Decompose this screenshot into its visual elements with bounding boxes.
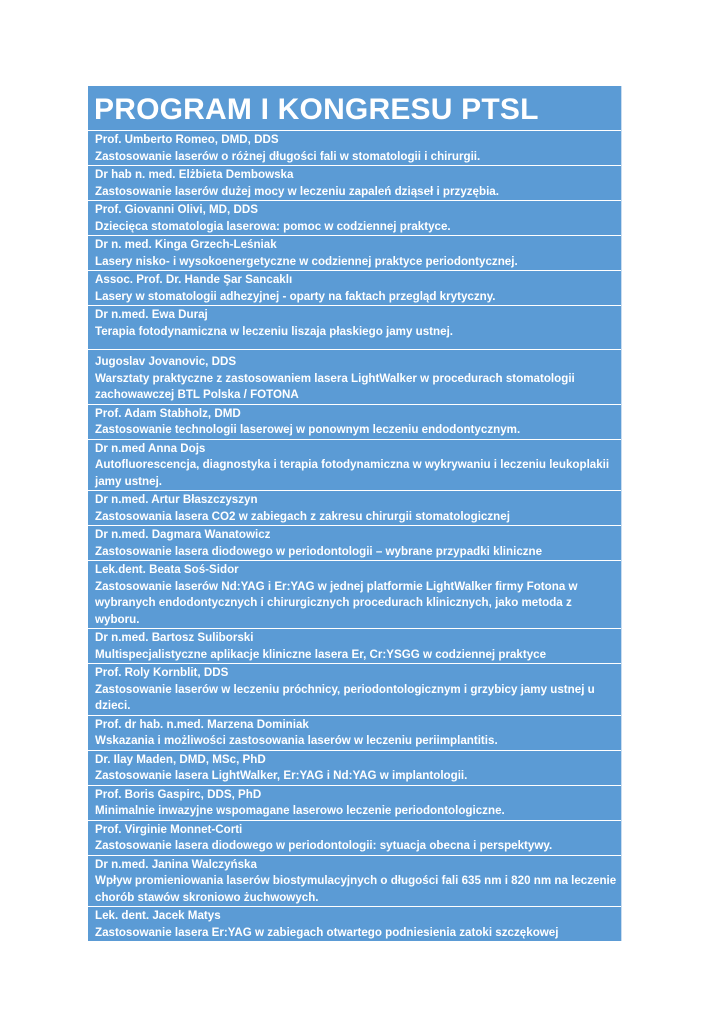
lecture-topic: Zastosowanie laserów o różnej długości fali w stomatologii i chirurgii.: [95, 149, 481, 163]
program-entry: [88, 561, 621, 629]
speaker-name: Dr n. med. Kinga Grzech-Leśniak: [95, 238, 277, 251]
program-entry: [88, 405, 621, 440]
speaker-name: Dr n.med. Bartosz Suliborski: [95, 631, 254, 644]
program-entry: [88, 821, 621, 856]
lecture-topic: Zastosowanie technologii laserowej w ponownym leczeniu endodontycznym.: [95, 423, 521, 436]
program-entry: [88, 664, 621, 716]
lecture-topic: Minimalnie inwazyjne wspomagane laserowo leczenie periodontologiczne.: [95, 804, 505, 817]
program-entry: [88, 350, 621, 405]
lecture-topic: Terapia fotodynamiczna w leczeniu liszaja płaskiego jamy ustnej.: [95, 324, 454, 338]
speaker-name: Prof. Giovanni Olivi, MD, DDS: [95, 203, 258, 216]
lecture-topic: Lasery w stomatologii adhezyjnej - oparty na faktach przegląd krytyczny.: [95, 289, 496, 303]
speaker-name: Lek. dent. Jacek Matys: [95, 909, 221, 922]
program-entry: [88, 131, 621, 166]
speaker-name: Prof. Adam Stabholz, DMD: [95, 406, 241, 420]
speaker-name: Prof. Boris Gaspirc, DDS, PhD: [95, 787, 262, 801]
speaker-name: Dr n.med Anna Dojs: [95, 441, 206, 455]
speaker-name: Dr n.med. Janina Walczyńska: [95, 857, 257, 871]
speaker-name: Prof. Roly Kornblit, DDS: [95, 666, 229, 679]
program-entry: [88, 751, 621, 786]
program-entry: [88, 786, 621, 821]
program-entry: [88, 236, 621, 271]
lecture-topic: Zastosowanie lasera diodowego w periodontologii – wybrane przypadki kliniczne: [95, 544, 543, 558]
speaker-name: Dr hab n. med. Elżbieta Dembowska: [95, 168, 294, 181]
program-table: [88, 86, 622, 941]
page-title: PROGRAM I KONGRESU PTSL: [88, 86, 621, 131]
program-entry: [88, 526, 621, 561]
lecture-topic: Zastosowanie lasera diodowego w periodontologii: sytuacja obecna i perspektywy.: [95, 839, 553, 852]
program-entry: [88, 440, 621, 492]
program-entry: [88, 271, 621, 306]
program-entry: [88, 306, 621, 350]
lecture-topic: Multispecjalistyczne aplikacje kliniczne lasera Er, Cr:YSGG w codziennej praktyce: [95, 647, 547, 661]
lecture-topic: Zastosowanie lasera Er:YAG w zabiegach otwartego podniesienia zatoki szczękowej: [95, 925, 559, 939]
lecture-topic: Zastosowanie laserów dużej mocy w leczeniu zapaleń dziąseł i przyzębia.: [95, 184, 499, 198]
speaker-name: Assoc. Prof. Dr. Hande Şar Sancaklı: [95, 273, 293, 286]
speaker-name: Dr n.med. Artur Błaszczyszyn: [95, 493, 258, 506]
lecture-topic: Warsztaty praktyczne z zastosowaniem lasera LightWalker w procedurach stomatologii zachowawczej BTL Polska / FOTONA: [95, 371, 575, 401]
speaker-name: Jugoslav Jovanovic, DDS: [95, 355, 237, 368]
speaker-name: Dr n.med. Ewa Duraj: [95, 308, 208, 321]
program-entry: [88, 629, 621, 664]
lecture-topic: Zastosowanie laserów Nd:YAG i Er:YAG w jednej platformie LightWalker firmy Fotona w wybranych endodontycznych i chirurgicznych procedurach klinicznych, jako metoda z wyboru.: [95, 579, 578, 626]
program-entry: [88, 856, 621, 908]
lecture-topic: Autofluorescencja, diagnostyka i terapia fotodynamiczna w wykrywaniu i leczeniu leukoplakii jamy ustnej.: [95, 458, 610, 488]
lecture-topic: Dziecięca stomatologia laserowa: pomoc w codziennej praktyce.: [95, 219, 451, 233]
lecture-topic: Lasery nisko- i wysokoenergetyczne w codziennej praktyce periodontycznej.: [95, 254, 518, 268]
program-entry: [88, 166, 621, 201]
speaker-name: Dr n.med. Dagmara Wanatowicz: [95, 528, 271, 541]
speaker-name: Prof. Virginie Monnet-Corti: [95, 822, 243, 836]
speaker-name: Prof. dr hab. n.med. Marzena Dominiak: [95, 717, 309, 731]
program-entry: [88, 491, 621, 526]
speaker-name: Lek.dent. Beata Soś-Sidor: [95, 563, 239, 576]
lecture-topic: Wskazania i możliwości zastosowania laserów w leczeniu periimplantitis.: [95, 734, 498, 747]
program-entry: [88, 716, 621, 751]
lecture-topic: Zastosowanie lasera LightWalker, Er:YAG i Nd:YAG w implantologii.: [95, 769, 468, 782]
lecture-topic: Zastosowania lasera CO2 w zabiegach z zakresu chirurgii stomatologicznej: [95, 509, 510, 523]
speaker-name: Dr. Ilay Maden, DMD, MSc, PhD: [95, 752, 266, 766]
lecture-topic: Wpływ promieniowania laserów biostymulacyjnych o długości fali 635 nm i 820 nm na leczenie chorób stawów skroniowo żuchwowych.: [95, 874, 617, 904]
program-entry: [88, 907, 621, 941]
speaker-name: Prof. Umberto Romeo, DMD, DDS: [95, 133, 279, 146]
program-entry: [88, 201, 621, 236]
lecture-topic: Zastosowanie laserów w leczeniu próchnicy, periodontologicznym i grzybicy jamy ustnej u dzieci.: [95, 682, 595, 712]
